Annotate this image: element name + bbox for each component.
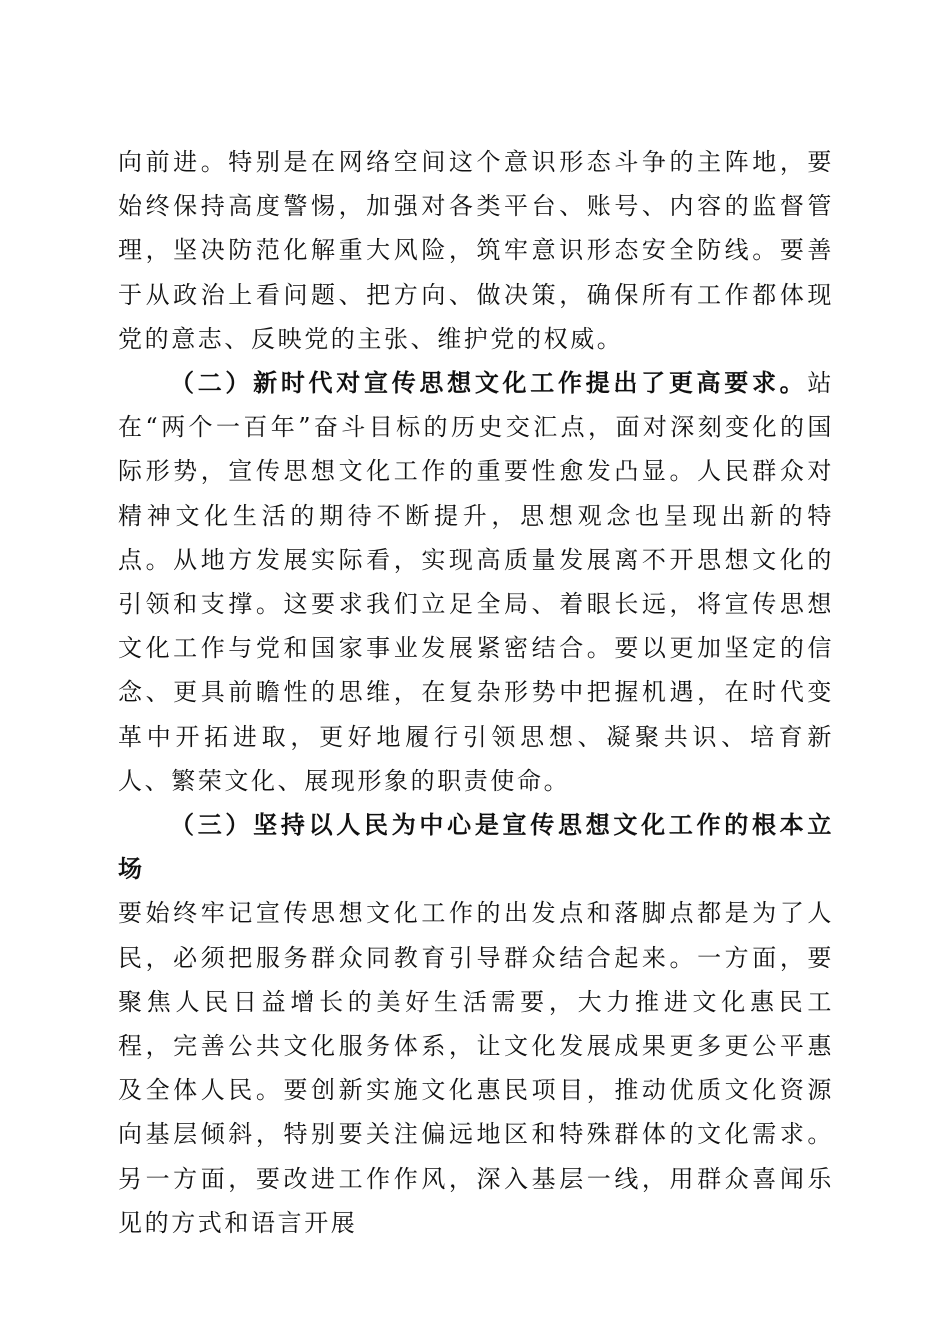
section-2-heading: （二）新时代对宣传思想文化工作提出了更高要求。: [170, 368, 808, 397]
section-3-body: 要始终牢记宣传思想文化工作的出发点和落脚点都是为了人民，必须把服务群众同教育引导群众结合起来。一方面，要聚焦人民日益增长的美好生活需要，大力推进文化惠民工程，完善公共文化服务体系，让文化发展成果更多更公平惠及全体人民。要创新实施文化惠民项目，推动优质文化资源向基层倾斜，特别要关注偏远地区和特殊群体的文化需求。另一方面，要改进工作作风，深入基层一线，用群众喜闻乐见的方式和语言开展: [118, 899, 834, 1237]
paragraph-text: 向前进。特别是在网络空间这个意识形态斗争的主阵地，要始终保持高度警惕，加强对各类平台、账号、内容的监督管理，坚决防范化解重大风险，筑牢意识形态安全防线。要善于从政治上看问题、把方向、做决策，确保所有工作都体现党的意志、反映党的主张、维护党的权威。: [118, 148, 834, 353]
section-3-heading: （三）坚持以人民为中心是宣传思想文化工作的根本立场: [118, 810, 834, 884]
section-2-body: 站在“两个一百年”奋斗目标的历史交汇点，面对深刻变化的国际形势，宣传思想文化工作的重要性愈发凸显。人民群众对精神文化生活的期待不断提升，思想观念也呈现出新的特点。从地方发展实际看，实现高质量发展离不开思想文化的引领和支撑。这要求我们立足全局、着眼长远，将宣传思想文化工作与党和国家事业发展紧密结合。要以更加坚定的信念、更具前瞻性的思维，在复杂形势中把握机遇，在时代变革中开拓进取，更好地履行引领思想、凝聚共识、培育新人、繁荣文化、展现形象的职责使命。: [118, 369, 834, 795]
body-paragraph-1: [118, 140, 834, 361]
section-3-paragraph: [118, 803, 834, 1245]
section-2-paragraph: [118, 361, 834, 803]
